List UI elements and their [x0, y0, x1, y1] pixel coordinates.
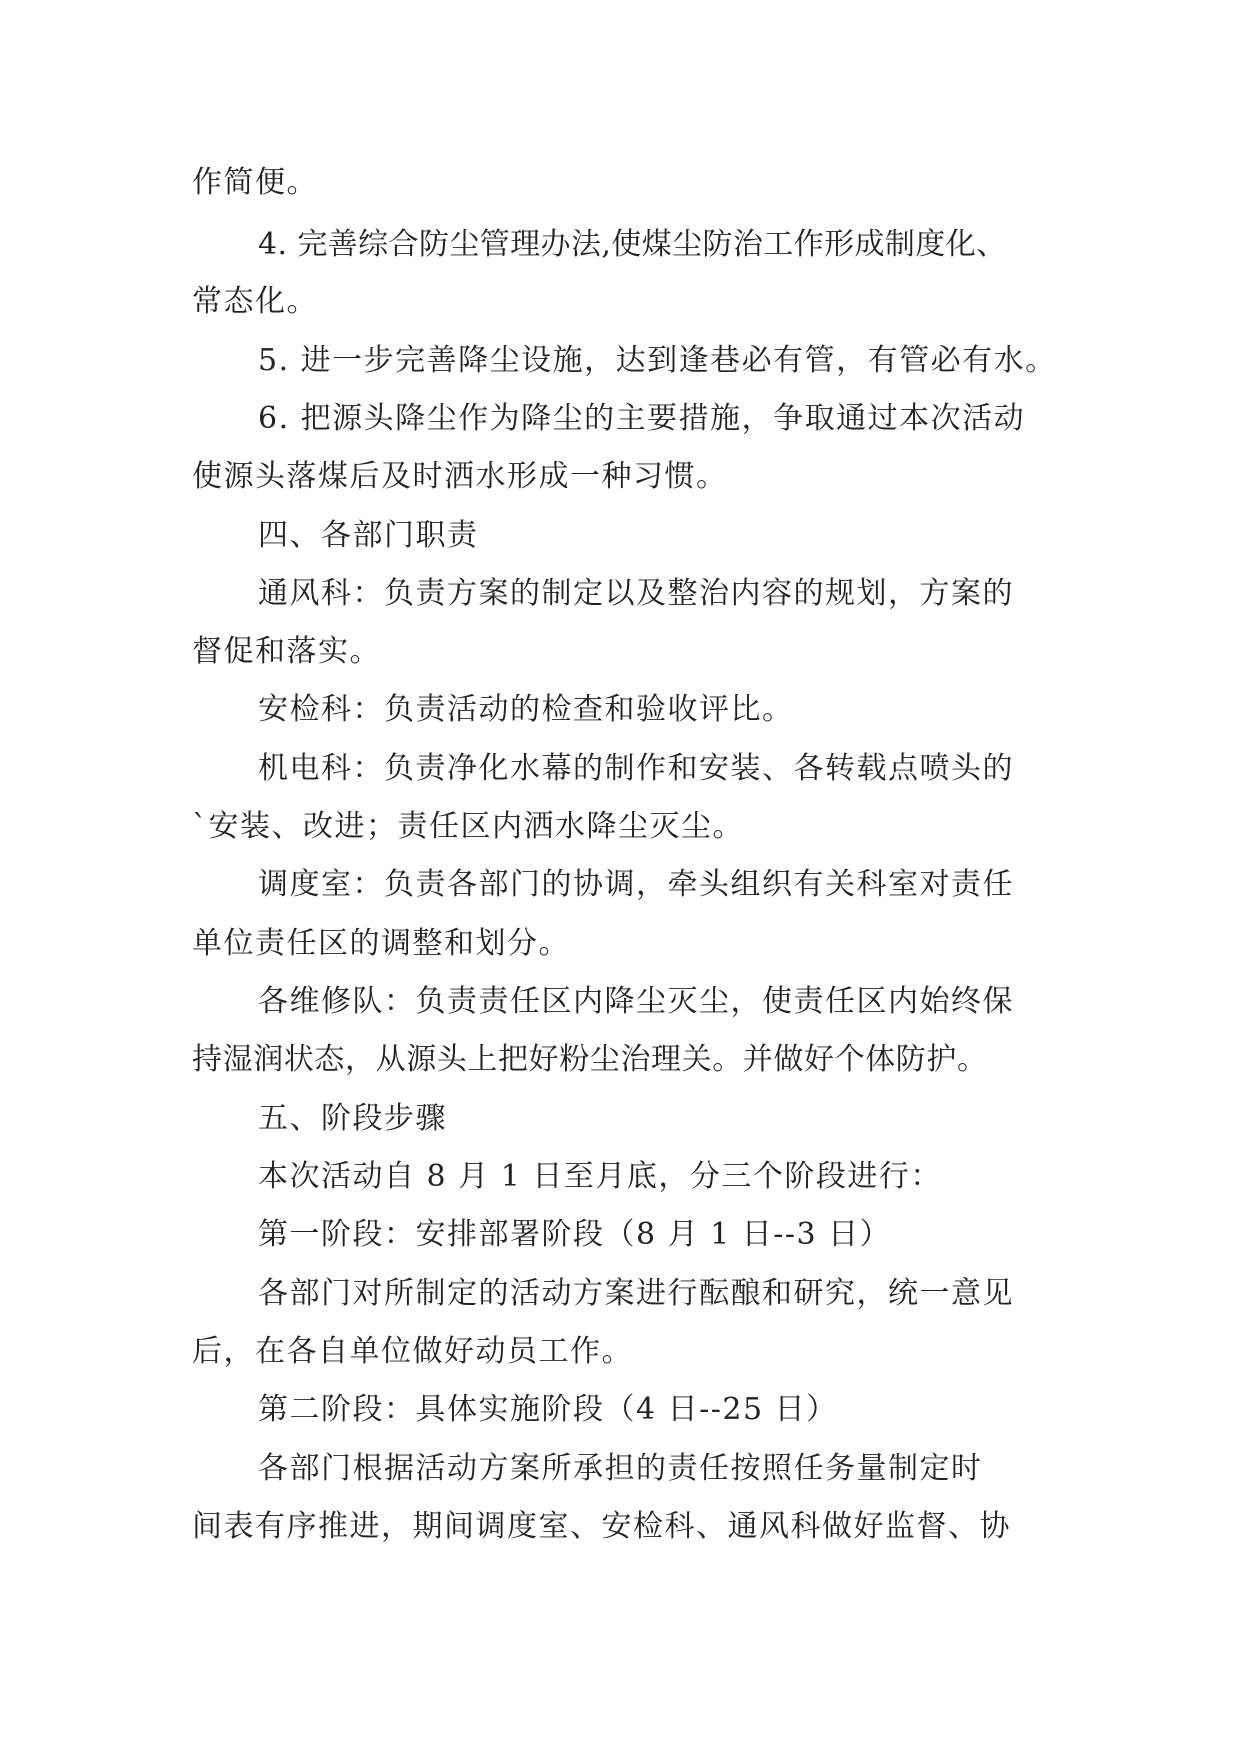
body-text-line: 作简便。: [192, 165, 318, 200]
list-item-4: 4. 完善综合防尘管理办法,使煤尘防治工作形成制度化、: [258, 227, 1007, 262]
body-text-line: 持湿润状态，从源头上把好粉尘治理关。并做好个体防护。: [192, 1042, 988, 1077]
paragraph-ventilation-dept: 通风科：负责方案的制定以及整治内容的规划，方案的: [258, 576, 1014, 611]
list-item-6: 6. 把源头降尘作为降尘的主要措施，争取通过本次活动: [258, 401, 1026, 436]
section-heading-stages: 五、阶段步骤: [258, 1101, 447, 1136]
paragraph-stage-two: 各部门根据活动方案所承担的责任按照任务量制定时: [258, 1451, 983, 1486]
body-text-line: 间表有序推进，期间调度室、安检科、通风科做好监督、协: [192, 1509, 1011, 1544]
paragraph-schedule: 本次活动自 8 月 1 日至月底，分三个阶段进行：: [258, 1159, 942, 1194]
paragraph-dispatch-room: 调度室：负责各部门的协调，牵头组织有关科室对责任: [258, 867, 1014, 902]
body-text-line: 督促和落实。: [192, 634, 381, 669]
body-text-line: 后，在各自单位做好动员工作。: [192, 1334, 633, 1369]
body-text-line: `安装、改进；责任区内洒水降尘灭尘。: [192, 809, 744, 844]
body-text-line: 常态化。: [192, 284, 318, 319]
paragraph-stage-one: 各部门对所制定的活动方案进行酝酿和研究，统一意见: [258, 1276, 1014, 1311]
paragraph-maintenance-teams: 各维修队：负责责任区内降尘灭尘，使责任区内始终保: [258, 984, 1014, 1019]
stage-two-heading: 第二阶段：具体实施阶段（4 日--25 日）: [258, 1392, 838, 1427]
paragraph-electromechanical-dept: 机电科：负责净化水幕的制作和安装、各转载点喷头的: [258, 751, 1014, 786]
stage-one-heading: 第一阶段：安排部署阶段（8 月 1 日--3 日）: [258, 1217, 892, 1252]
body-text-line: 单位责任区的调整和划分。: [192, 926, 570, 961]
list-item-5: 5. 进一步完善降尘设施，达到逢巷必有管，有管必有水。: [258, 343, 1057, 378]
body-text-line: 使源头落煤后及时洒水形成一种习惯。: [192, 459, 728, 494]
paragraph-safety-inspection-dept: 安检科：负责活动的检查和验收评比。: [258, 692, 794, 727]
section-heading-responsibilities: 四、各部门职责: [258, 518, 479, 553]
